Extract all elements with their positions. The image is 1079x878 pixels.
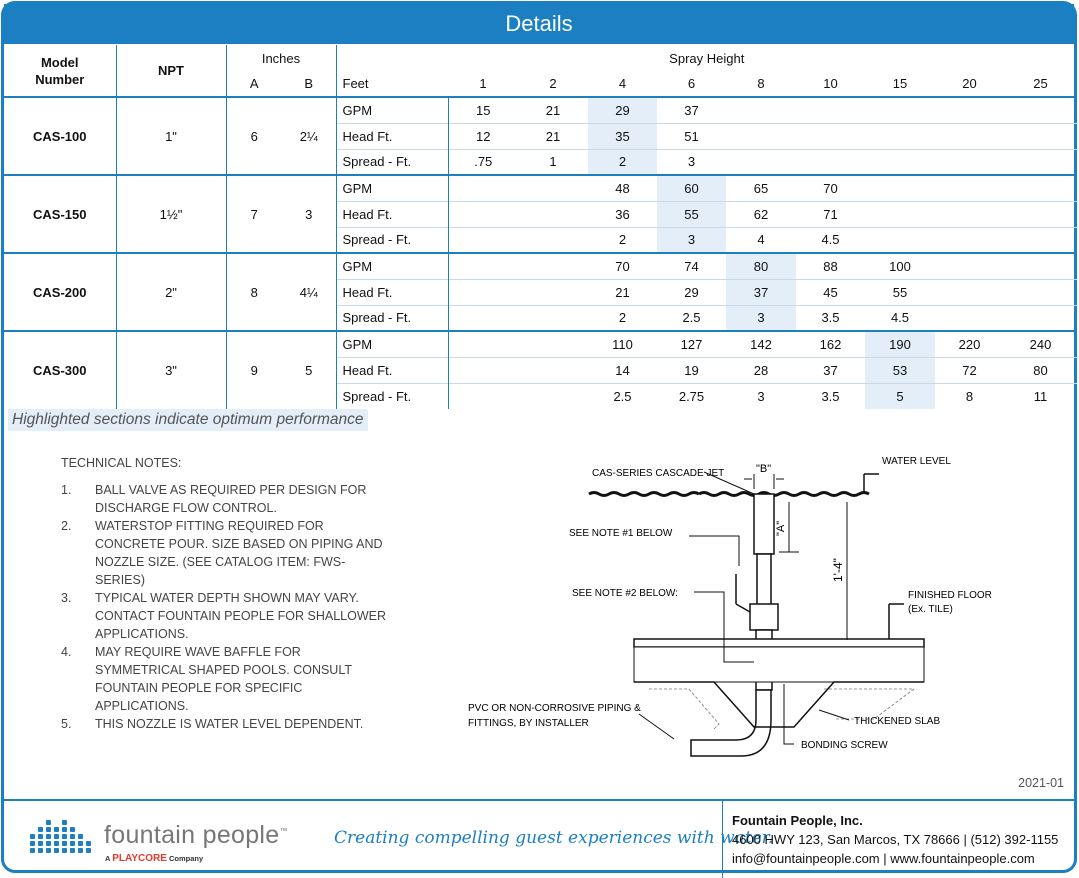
table-cell [726, 97, 796, 123]
table-cell [448, 305, 518, 331]
height-header: 20 [962, 76, 977, 91]
technical-note [61, 481, 391, 517]
note-number: 1. [61, 483, 72, 497]
height-header: 1 [479, 76, 487, 91]
table-cell [865, 201, 935, 227]
table-cell: 88 [796, 253, 865, 279]
table-cell [935, 97, 1004, 123]
table-cell [448, 357, 518, 383]
table-cell: 11 [1004, 383, 1077, 409]
table-cell: 14 [588, 357, 657, 383]
label-dim-a: "A" [775, 520, 787, 536]
table-cell [518, 253, 588, 279]
table-cell: 4 [726, 227, 796, 253]
table-cell: 3 [657, 149, 726, 175]
table-cell: 29 [657, 279, 726, 305]
leader-water [864, 474, 879, 494]
table-cell [518, 331, 588, 357]
label-water-level: WATER LEVEL [882, 456, 951, 467]
leader-screw [784, 684, 794, 744]
table-cell: 19 [657, 357, 726, 383]
table-cell [935, 175, 1004, 201]
table-cell: 3 [726, 383, 796, 409]
table-cell: 15 [448, 97, 518, 123]
table-cell: 110 [588, 331, 657, 357]
table-cell [1004, 175, 1077, 201]
dim-a-value: 9 [226, 331, 282, 409]
dim-b [744, 474, 784, 489]
col-model-header: Model Number [35, 54, 85, 87]
col-npt-header: NPT [116, 45, 226, 97]
table-cell: 71 [796, 201, 865, 227]
table-row [4, 253, 1077, 279]
note-text: MAY REQUIRE WAVE BAFFLE FOR SYMMETRICAL SHAPED POOLS. CONSULT FOUNTAIN PEOPLE FOR SPECIFIC APPLICATIONS. [95, 645, 352, 713]
table-cell: 2.5 [657, 305, 726, 331]
table-cell: 55 [657, 201, 726, 227]
table-cell: 162 [796, 331, 865, 357]
label-slab: THICKENED SLAB [854, 716, 941, 727]
npt-size: 1½" [116, 175, 226, 253]
leader-floor [889, 604, 904, 639]
table-cell: 53 [865, 357, 935, 383]
elbow-pipe [691, 690, 771, 756]
note-number: 4. [61, 645, 72, 659]
dim-a-value: 8 [226, 253, 282, 331]
leader-note1 [689, 536, 739, 566]
table-cell [1004, 253, 1077, 279]
table-cell: 80 [1004, 357, 1077, 383]
height-header: 2 [549, 76, 557, 91]
table-cell [518, 383, 588, 409]
table-cell [448, 253, 518, 279]
table-cell [1004, 201, 1077, 227]
row-label: GPM [336, 331, 448, 357]
table-cell: 35 [588, 123, 657, 149]
table-cell: 3 [726, 305, 796, 331]
valve-handle [736, 574, 750, 612]
table-cell: 37 [657, 97, 726, 123]
label-height: 1'-4" [831, 558, 845, 582]
table-cell [518, 201, 588, 227]
table-cell [1004, 149, 1077, 175]
table-cell: 3 [657, 227, 726, 253]
label-piping-2: FITTINGS, BY INSTALLER [468, 718, 589, 729]
row-label: Head Ft. [336, 279, 448, 305]
table-cell [935, 149, 1004, 175]
table-cell: 55 [865, 279, 935, 305]
npt-size: 2" [116, 253, 226, 331]
table-row [4, 97, 1077, 123]
table-cell: 100 [865, 253, 935, 279]
model-number: CAS-100 [4, 97, 116, 175]
table-cell: 36 [588, 201, 657, 227]
table-cell: 74 [657, 253, 726, 279]
height-header: 4 [618, 76, 627, 91]
table-cell [1004, 279, 1077, 305]
table-cell [935, 305, 1004, 331]
details-sheet [1, 1, 1077, 873]
table-row [4, 175, 1077, 201]
table-cell [1004, 305, 1077, 331]
dim-a-value: 6 [226, 97, 282, 175]
table-cell [726, 149, 796, 175]
row-label: Head Ft. [336, 357, 448, 383]
table-cell [518, 227, 588, 253]
technical-note [61, 517, 391, 589]
technical-notes-title: TECHNICAL NOTES: [61, 456, 182, 470]
table-cell [796, 123, 865, 149]
table-cell: 28 [726, 357, 796, 383]
label-dim-b: "B" [756, 463, 772, 475]
table-cell [796, 149, 865, 175]
row-label: GPM [336, 253, 448, 279]
table-cell: 70 [796, 175, 865, 201]
height-header: 6 [687, 76, 696, 91]
table-cell: 21 [518, 123, 588, 149]
label-jet: CAS-SERIES CASCADE JET [592, 468, 725, 479]
row-label: Spread - Ft. [336, 149, 448, 175]
table-cell: 37 [726, 279, 796, 305]
note-text: TYPICAL WATER DEPTH SHOWN MAY VARY. CONTACT FOUNTAIN PEOPLE FOR SHALLOWER APPLICATIONS. [95, 591, 387, 641]
label-note2: SEE NOTE #2 BELOW: [572, 588, 678, 599]
label-piping-1: PVC OR NON-CORROSIVE PIPING & [468, 703, 641, 714]
table-cell: 5 [865, 383, 935, 409]
table-cell: 21 [518, 97, 588, 123]
company-name: Fountain People, Inc. [732, 813, 863, 828]
table-cell: 2 [588, 305, 657, 331]
table-cell: 240 [1004, 331, 1077, 357]
dim-b-value: 5 [282, 331, 336, 409]
footer-divider [722, 801, 723, 878]
table-cell: 70 [588, 253, 657, 279]
table-cell: .75 [448, 149, 518, 175]
row-label: GPM [336, 97, 448, 123]
table-cell [448, 279, 518, 305]
npt-size: 1" [116, 97, 226, 175]
height-header: 15 [892, 76, 908, 91]
table-cell: 2.5 [588, 383, 657, 409]
table-cell [518, 305, 588, 331]
table-cell: 2.75 [657, 383, 726, 409]
table-cell: 2 [588, 227, 657, 253]
table-cell [865, 97, 935, 123]
company-contact[interactable]: info@fountainpeople.com | www.fountainpeople.com [732, 851, 1035, 866]
table-cell [935, 201, 1004, 227]
col-a-header: A [226, 71, 282, 97]
table-cell [865, 175, 935, 201]
model-number: CAS-300 [4, 331, 116, 409]
dim-b-value: 2¼ [282, 97, 336, 175]
table-cell: 2 [588, 149, 657, 175]
note-text: THIS NOZZLE IS WATER LEVEL DEPENDENT. [95, 717, 364, 731]
model-number: CAS-200 [4, 253, 116, 331]
note-number: 2. [61, 519, 72, 533]
table-cell [448, 331, 518, 357]
row-label: Spread - Ft. [336, 305, 448, 331]
table-cell [518, 279, 588, 305]
note-text: BALL VALVE AS REQUIRED PER DESIGN FOR DISCHARGE FLOW CONTROL. [95, 483, 367, 515]
table-cell: 220 [935, 331, 1004, 357]
row-label: Head Ft. [336, 123, 448, 149]
water-surface-left [589, 493, 699, 496]
fountain-logo-icon [26, 818, 102, 862]
leader-piping [639, 714, 674, 739]
tagline: Creating compelling guest experiences with water. [334, 828, 774, 848]
parent-company: A PLAYCORE Company [105, 853, 204, 864]
label-note1: SEE NOTE #1 BELOW [569, 528, 673, 539]
note-number: 3. [61, 591, 72, 605]
table-cell [865, 227, 935, 253]
table-cell: 190 [865, 331, 935, 357]
technical-note [61, 589, 391, 643]
installation-drawing [444, 444, 992, 764]
row-label: Head Ft. [336, 201, 448, 227]
table-cell [518, 175, 588, 201]
table-cell [448, 227, 518, 253]
technical-note [61, 715, 391, 733]
table-cell [1004, 227, 1077, 253]
table-cell [448, 383, 518, 409]
table-cell [448, 201, 518, 227]
dim-b-value: 4¼ [282, 253, 336, 331]
table-cell [935, 123, 1004, 149]
leader-slab [819, 710, 849, 720]
table-cell [935, 253, 1004, 279]
table-cell [726, 123, 796, 149]
row-label: Spread - Ft. [336, 227, 448, 253]
finished-floor [634, 639, 924, 647]
label-screw: BONDING SCREW [801, 740, 888, 751]
table-cell: 142 [726, 331, 796, 357]
table-cell: 48 [588, 175, 657, 201]
height-header: 25 [1033, 76, 1048, 91]
height-header: 10 [823, 76, 838, 91]
table-cell: 80 [726, 253, 796, 279]
slab [634, 647, 924, 682]
spray-height-header: Spray Height [336, 45, 1077, 71]
note-text: WATERSTOP FITTING REQUIRED FOR CONCRETE POUR. SIZE BASED ON PIPING AND NOZZLE SIZE. (SEE CATALOG ITEM: FWS-SERIES) [95, 519, 383, 587]
brand-name: fountain people™ [104, 821, 288, 849]
row-label: Spread - Ft. [336, 383, 448, 409]
dim-b-value: 3 [282, 175, 336, 253]
table-cell: 37 [796, 357, 865, 383]
table-cell [1004, 123, 1077, 149]
table-row [4, 331, 1077, 357]
page-title: Details [4, 4, 1074, 44]
table-cell: 45 [796, 279, 865, 305]
col-b-header: B [304, 76, 314, 91]
table-cell [796, 97, 865, 123]
technical-notes [61, 454, 391, 733]
table-cell [518, 357, 588, 383]
table-cell: 29 [588, 97, 657, 123]
version: 2021-01 [1018, 776, 1064, 790]
table-cell: 12 [448, 123, 518, 149]
table-cell: 8 [935, 383, 1004, 409]
height-header: 8 [757, 76, 765, 91]
highlight-note: Highlighted sections indicate optimum performance [8, 409, 368, 431]
table-cell [448, 175, 518, 201]
table-cell: 72 [935, 357, 1004, 383]
company-address: 4600 HWY 123, San Marcos, TX 78666 | (512) 392-1155 [732, 832, 1059, 847]
technical-note [61, 643, 391, 715]
table-cell: 4.5 [796, 227, 865, 253]
feet-header: Feet [336, 71, 448, 97]
table-cell: 4.5 [865, 305, 935, 331]
table-cell [865, 149, 935, 175]
npt-size: 3" [116, 331, 226, 409]
spray-height-table [4, 45, 1077, 409]
label-floor-sub: (Ex. TILE) [908, 604, 953, 615]
table-cell: 60 [657, 175, 726, 201]
footer [4, 799, 1074, 876]
table-cell: 127 [657, 331, 726, 357]
table-cell: 65 [726, 175, 796, 201]
col-inches-header: Inches [226, 45, 336, 71]
table-cell: 21 [588, 279, 657, 305]
dim-a-value: 7 [226, 175, 282, 253]
water-surface [699, 493, 869, 496]
row-label: GPM [336, 175, 448, 201]
table-cell [935, 279, 1004, 305]
cascade-jet [754, 494, 774, 554]
table-cell [935, 227, 1004, 253]
jet-body [757, 554, 771, 606]
ball-valve [750, 604, 778, 630]
model-number: CAS-150 [4, 175, 116, 253]
label-floor: FINISHED FLOOR [908, 590, 992, 601]
table-cell: 62 [726, 201, 796, 227]
table-cell [865, 123, 935, 149]
table-cell: 3.5 [796, 383, 865, 409]
table-cell: 3.5 [796, 305, 865, 331]
table-cell: 1 [518, 149, 588, 175]
table-cell [1004, 97, 1077, 123]
table-cell: 51 [657, 123, 726, 149]
note-number: 5. [61, 717, 72, 731]
